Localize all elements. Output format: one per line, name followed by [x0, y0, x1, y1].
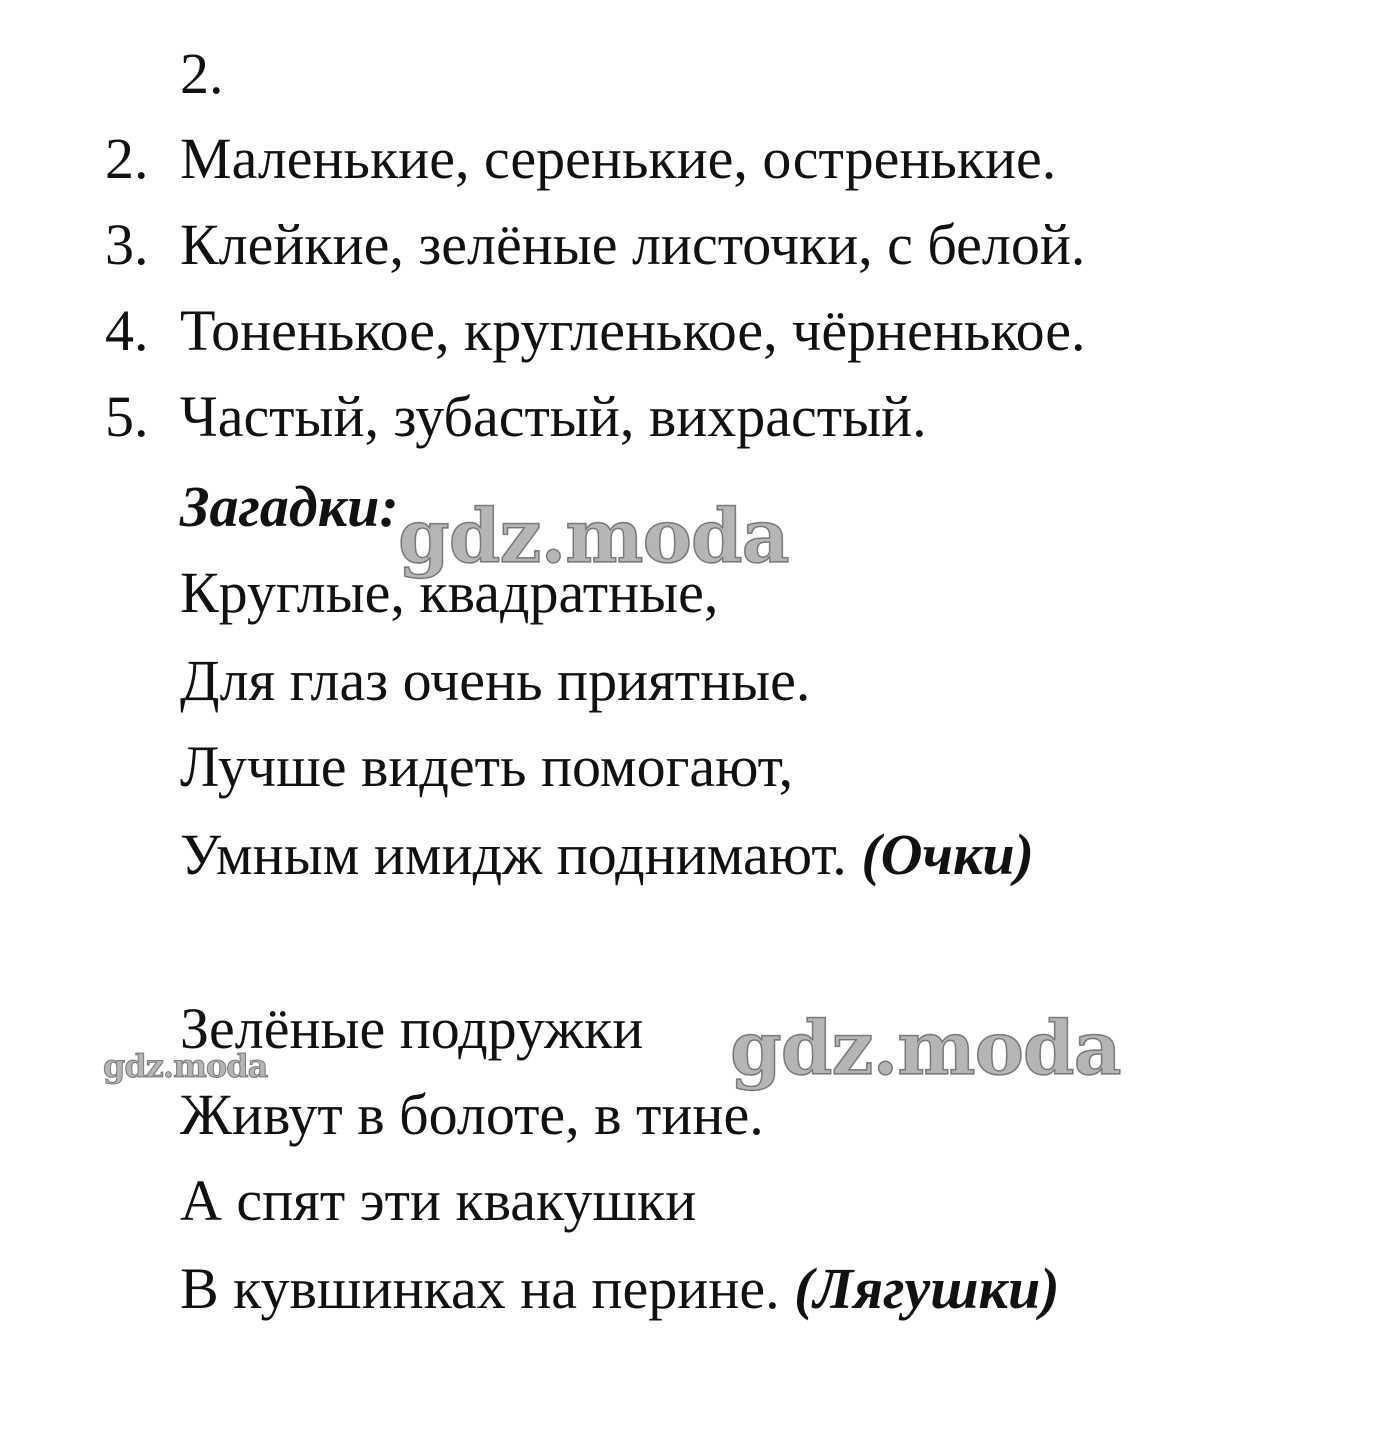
riddles-heading: Загадки: — [180, 474, 399, 539]
watermark: gdz.moda — [103, 1047, 268, 1085]
list-item-text: Частый, зубастый, вихрастый. — [180, 384, 927, 449]
list-item-number: 3. — [105, 212, 149, 277]
riddle-line: А спят эти квакушки — [180, 1168, 697, 1233]
riddle-line-with-answer — [180, 1256, 1060, 1321]
prev-item-number: 2. — [180, 41, 224, 106]
riddle-answer: (Очки) — [861, 822, 1034, 887]
list-item-text: Маленькие, серенькие, остренькие. — [180, 126, 1057, 191]
riddle-line: Лучше видеть помогают, — [180, 734, 794, 799]
riddle-line: Зелёные подружки — [180, 996, 644, 1061]
riddle-answer: (Лягушки) — [794, 1256, 1060, 1321]
watermark: gdz.moda — [730, 1006, 1121, 1092]
riddle-line: Живут в болоте, в тине. — [180, 1082, 764, 1147]
riddle-line: Умным имидж поднимают. — [180, 822, 847, 887]
list-item-number: 4. — [105, 298, 149, 363]
list-item-number: 2. — [105, 126, 149, 191]
list-item-text: Тоненькое, кругленькое, чёрненькое. — [180, 298, 1086, 363]
riddle-line: Для глаз очень приятные. — [180, 648, 811, 713]
list-item-text: Клейкие, зелёные листочки, с белой. — [180, 212, 1086, 277]
riddle-line-with-answer — [180, 822, 1034, 887]
list-item-number: 5. — [105, 384, 149, 449]
riddle-line: Круглые, квадратные, — [180, 560, 719, 625]
watermark: gdz.moda — [398, 494, 789, 580]
riddle-line: В кувшинках на перине. — [180, 1256, 780, 1321]
